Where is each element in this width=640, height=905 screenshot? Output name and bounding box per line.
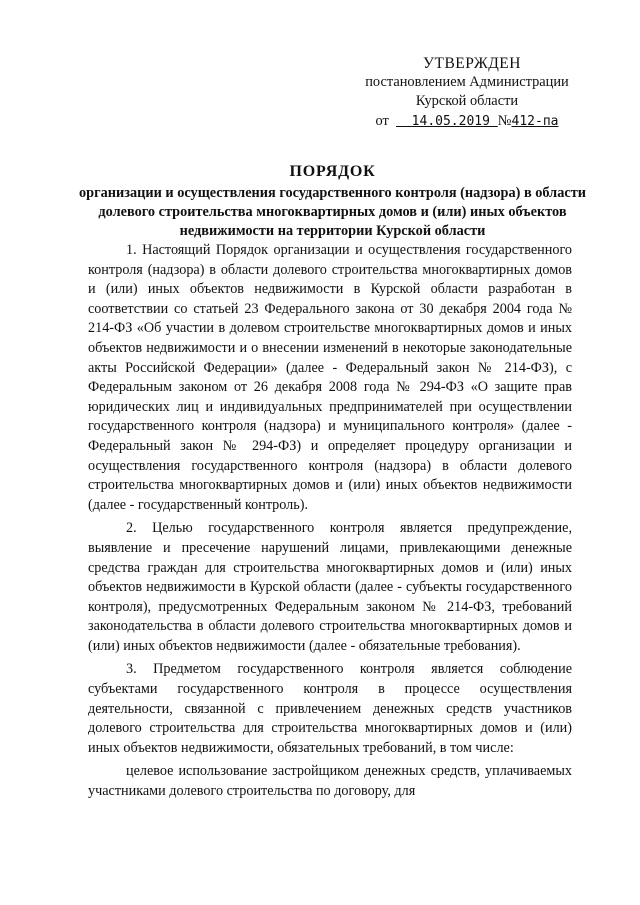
approval-line-2: Курской области xyxy=(415,93,519,109)
number-prefix: № xyxy=(497,113,512,129)
document-body xyxy=(88,241,572,802)
approval-number: 412-па xyxy=(511,114,559,129)
approval-heading: УТВЕРЖДЕН xyxy=(423,55,521,72)
approval-line-1: постановлением Администрации xyxy=(365,74,569,90)
paragraph-1: 1. Настоящий Порядок организации и осуществления государственного контроля (надзора) в области долевого строительства многоквартирных домов и (или) иных объектов недвижимости в Курской области разработан в соответствии со статьей 23 Федерального закона от 30 декабря 2004 года № 214-ФЗ «Об участии в долевом строительстве многоквартирных домов и иных объектов недвижимости и о внесении изменений в некоторые законодательные акты Российской Федерации» (далее - Федеральный закон № 214-ФЗ), с Федеральным законом от 26 декабря 2008 года № 294-ФЗ «О защите прав юридических лиц и индивидуальных предпринимателей при осуществлении государственного контроля (надзора) и муниципального контроля» (далее - Федеральный закон № 294-ФЗ) и определяет процедуру организации и осуществления государственного контроля (надзора) в области долевого строительства многоквартирных домов и (или) иных объектов недвижимости (далее - государственный контроль). xyxy=(88,242,572,513)
paragraph-3: 3. Предметом государственного контроля является соблюдение субъектами государственного контроля в процессе осуществления деятельности, связанной с привлечением денежных средств участников долевого строительства для строительства многоквартирных домов и (или) иных объектов недвижимости, обязательных требований, в том числе: xyxy=(88,661,572,756)
paragraph-4: целевое использование застройщиком денежных средств, уплачиваемых участниками долевого строительства по договору, для xyxy=(88,763,572,800)
approval-date xyxy=(396,114,498,129)
paragraph-2: 2. Целью государственного контроля является предупреждение, выявление и пресечение нарушений лицами, привлекающими денежные средства граждан для строительства многоквартирных домов и (или) иных объектов недвижимости в Курской области (далее - субъекты государственного контроля), предусмотренных Федеральным законом № 214-ФЗ, требований законодательства в области долевого строительства многоквартирных домов и (или) иных объектов недвижимости (далее - обязательные требования). xyxy=(88,520,572,654)
title-subtitle: организации и осуществления государственного контроля (надзора) в области долевого строительства многоквартирных домов и (или) иных объектов недвижимости на территории Курской области xyxy=(79,185,586,239)
approval-date-value: 14.05.2019 xyxy=(411,114,490,129)
date-prefix: от xyxy=(375,113,389,129)
approval-stamp xyxy=(342,54,592,131)
document-title xyxy=(60,162,605,241)
approval-date-number xyxy=(342,112,592,131)
title-main: ПОРЯДОК xyxy=(289,163,376,180)
